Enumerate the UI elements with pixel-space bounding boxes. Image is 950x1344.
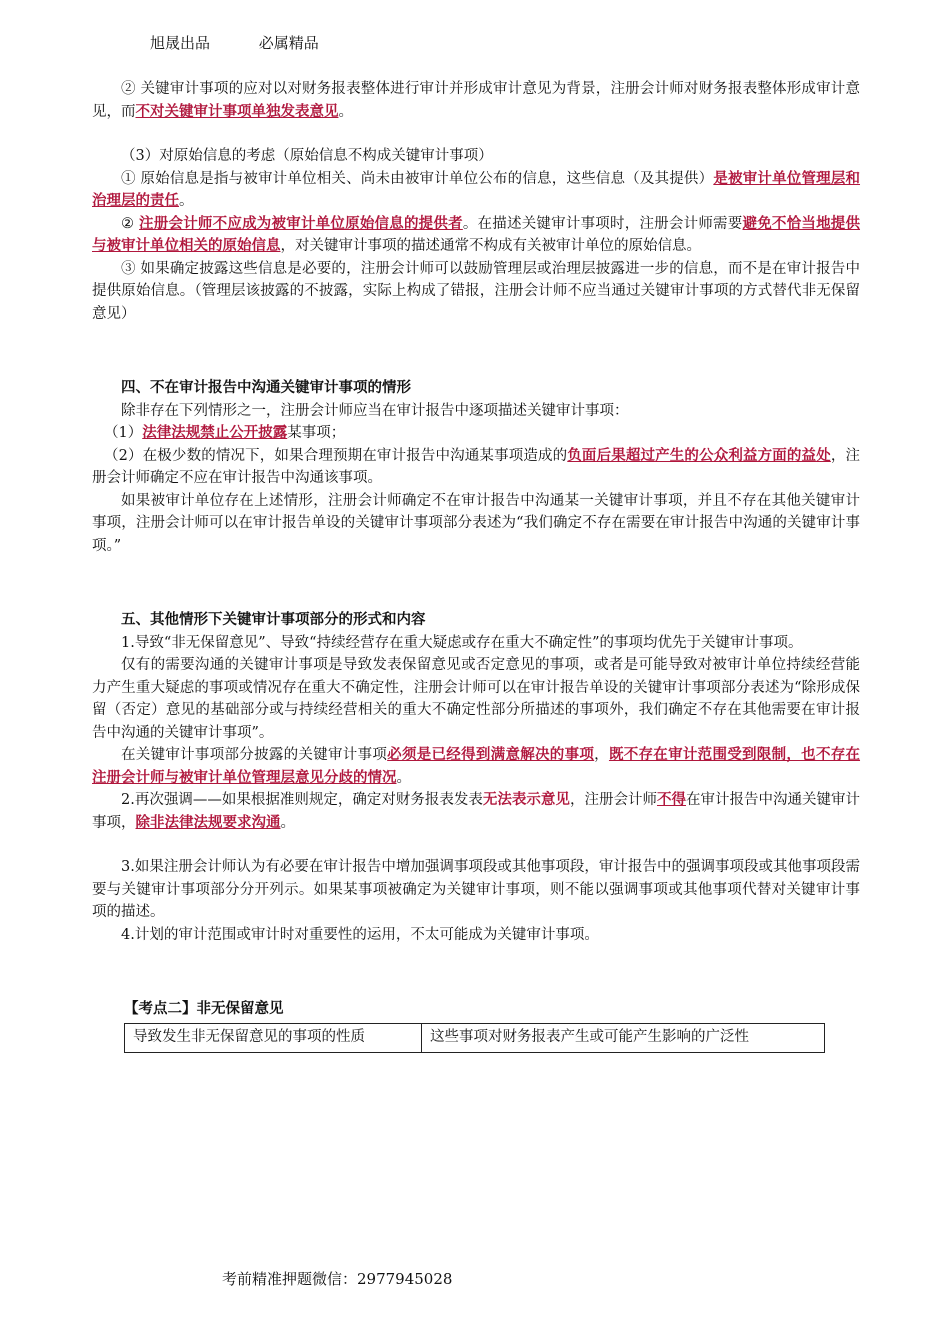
text: 。在描述关键审计事项时，注册会计师需要 [462, 215, 743, 232]
highlight: 无法表示意见 [482, 791, 570, 808]
text: ① 原始信息是指与被审计单位相关、尚未由被审计单位公布的信息，这些信息（及其提供） [121, 170, 714, 187]
text: ， [594, 747, 609, 763]
section-heading: 五、其他情形下关键审计事项部分的形式和内容 [121, 611, 426, 628]
highlight: 既不存在审计范围受到限制，也不存在注册会计师与被审计单位管理层意见分歧的情况 [92, 746, 861, 786]
paragraph [92, 422, 860, 445]
paragraph: 如果被审计单位存在上述情形，注册会计师确定不在审计报告中沟通某一关键审计事项，并且不存在其他关键审计事项，注册会计师可以在审计报告单设的关键审计事项部分表述为“我们确定不存在需要在审计报告中沟通的关键审计事项。” [92, 492, 860, 554]
text: （2）在极少数的情况下，如果合理预期在审计报告中沟通某事项造成的 [104, 447, 568, 464]
text: 。 [396, 769, 411, 786]
text: 在审计报告中沟通关键审计事项， [92, 792, 861, 831]
text: ，对关键审计事项的描述通常不构成有关被审计单位的原始信息。 [280, 238, 701, 254]
table-row [125, 1023, 825, 1052]
text: ，注册会计师确定不应在审计报告中沟通该事项。 [92, 447, 861, 486]
paragraph: （3）对原始信息的考虑（原始信息不构成关键审计事项） [121, 148, 493, 164]
kd-title: 【考点二】非无保留意见 [124, 1000, 284, 1017]
paragraph [92, 78, 860, 123]
highlight: 注册会计师不应成为被审计单位原始信息的提供者 [139, 214, 463, 232]
paragraph [92, 789, 860, 834]
paragraph: 除非存在下列情形之一，注册会计师应当在审计报告中逐项描述关键审计事项： [121, 402, 629, 419]
highlight: 除非法律法规要求沟通 [135, 813, 281, 831]
paragraph: 1.导致“非无保留意见”、导致“持续经营存在重大疑虑或存在重大不确定性”的事项均优先于关键审计事项。 [121, 634, 803, 651]
text: 。 [338, 103, 353, 120]
document-body [92, 78, 860, 1053]
highlight: 必须是已经得到满意解决的事项 [387, 746, 595, 763]
table-cell: 这些事项对财务报表产生或可能产生影响的广泛性 [422, 1023, 825, 1052]
text: 在关键审计事项部分披露的关键审计事项 [121, 747, 388, 763]
table-cell: 导致发生非无保留意见的事项的性质 [125, 1023, 422, 1052]
paragraph [92, 168, 860, 213]
highlight: 负面后果超过产生的公众利益方面的益处 [567, 446, 831, 464]
highlight: 不对关键审计事项单独发表意见 [135, 102, 339, 120]
paragraph: 3.如果注册会计师认为有必要在审计报告中增加强调事项段或其他事项段，审计报告中的强调事项段或其他事项段需要与关键审计事项部分分开列示。如果某事项被确定为关键审计事项，则不能以强调事项或其他事项代替对关键审计事项的描述。 [92, 859, 860, 920]
highlight: 是被审计单位管理层和治理层的责任 [92, 169, 861, 209]
text: （1） [104, 425, 143, 441]
highlight: 不得 [656, 791, 686, 808]
paragraph: 4.计划的审计范围或审计时对重要性的运用，不太可能成为关键审计事项。 [121, 926, 599, 943]
text: 。 [280, 814, 295, 831]
text: 2.再次强调——如果根据准则规定，确定对财务报表发表 [121, 792, 483, 808]
paragraph [92, 445, 860, 490]
text: ② [121, 215, 140, 232]
text: ② 关键审计事项的应对以对财务报表整体进行审计并形成审计意见为背景，注册会计师对财务报表整体形成审计意见，而 [92, 81, 860, 120]
paragraph: ③ 如果确定披露这些信息是必要的，注册会计师可以鼓励管理层或治理层披露进一步的信息，而不是在审计报告中提供原始信息。（管理层该披露的不披露，实际上构成了错报，注册会计师不应当通过关键审计事项的方式替代非无保留意见） [92, 260, 860, 322]
page-header [150, 32, 363, 53]
kd-table [124, 1023, 825, 1053]
text: 某事项； [287, 425, 346, 441]
paragraph [92, 213, 860, 258]
section-heading: 四、不在审计报告中沟通关键审计事项的情形 [121, 379, 411, 396]
highlight: 避免不恰当地提供与被审计单位相关的原始信息 [92, 214, 861, 254]
text: 。 [179, 193, 194, 209]
highlight: 法律法规禁止公开披露 [142, 424, 288, 441]
paragraph: 仅有的需要沟通的关键审计事项是导致发表保留意见或否定意见的事项，或者是可能导致对被审计单位持续经营能力产生重大疑虑的事项或情况存在重大不确定性，注册会计师可以在审计报告单设的关键审计事项部分表述为“除形成保留（否定）意见的基础部分或与持续经营相关的重大不确定性部分所描述的事项外，我们确定不存在其他需要在审计报告中沟通的关键审计事项”。 [92, 657, 860, 741]
paragraph [92, 744, 860, 789]
page-footer: 考前精准押题微信：2977945028 [222, 1270, 453, 1288]
text: ，注册会计师 [569, 792, 657, 808]
header-right: 必属精品 [258, 34, 319, 52]
header-left: 旭晟出品 [150, 34, 211, 52]
